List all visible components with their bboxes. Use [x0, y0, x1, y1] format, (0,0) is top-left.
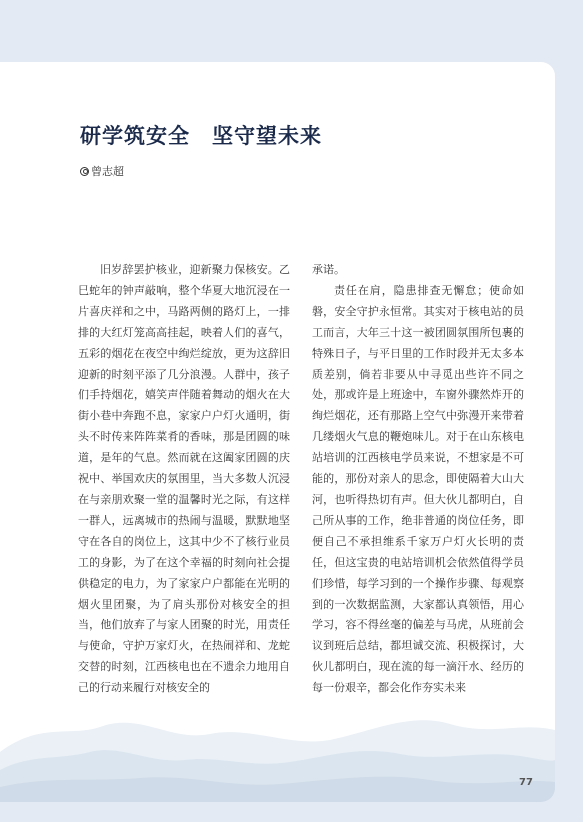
body-paragraph: 旧岁辞罢护核业，迎新聚力保核安。乙巳蛇年的钟声敲响，整个华夏大地沉浸在一片喜庆祥和之中，马路两侧的路灯上，一排排的大红灯笼高高挂起，映着人们的喜气，五彩的烟花在夜空中绚烂绽放，更为这辞旧迎新的时刻平添了几分浪漫。人群中，孩子们手持烟花，嬉笑声伴随着舞动的烟火在大街小巷中奔跑不息，家家户户灯火通明，街头不时传来阵阵菜肴的香味，那是团圆的味道，是年的气息。然而就在这阖家团圆的庆祝中、举国欢庆的氛围里，当大多数人沉浸在与亲朋欢聚一堂的温馨时光之际，有这样一群人，远离城市的热闹与温暖，默默地坚守在各自的岗位上，这其中少不了核行业员工的身影，为了在这个幸福的时刻向社会提供稳定的电力，为了家家户户都能在光明的烟火里团聚，为了肩头那份对核安全的担当，他们放弃了与家人团聚的时光，用责任与使命，守护万家灯火，在热闹祥和、龙蛇交替的时刻，江西核电也在不遗余力地用自己的行动来履行对核安全的 — [78, 263, 290, 695]
article-title: 研学筑安全 坚守望未来 — [80, 124, 322, 148]
author-line — [80, 163, 124, 179]
author-bullet-icon — [80, 167, 89, 176]
body-paragraph-continuation: 承诺。 — [312, 263, 345, 276]
body-paragraph: 责任在肩，隐患排查无懈怠；使命如磐，安全守护永恒常。其实对于核电站的员工而言，大年三十这一被团圆氛围所包裹的特殊日子，与平日里的工作时段并无太多本质差别，倘若非要从中寻觅出些许不同之处，那或许是上班途中，车窗外骤然炸开的绚烂烟花，还有那路上空气中弥漫开来带着几缕烟火气息的鞭炮味儿。对于在山东核电站培训的江西核电学员来说，不想家是不可能的，那份对亲人的思念，即使隔着大山大河，也听得热切有声。但大伙儿都明白，自己所从事的工作，绝非普通的岗位任务，即便自己不承担维系千家万户灯火长明的责任，但这宝贵的电站培训机会依然值得学员们珍惜，每学习到的一个操作步骤、每观察到的一次数据监测，大家都认真领悟，用心学习，容不得丝毫的偏差与马虎，从班前会议到班后总结，都坦诚交流、积极探讨，大伙儿都明白，现在流的每一滴汗水、经历的每一份艰辛，都会化作夯实未来 — [312, 283, 524, 695]
body-column-left — [78, 260, 290, 699]
author-name: 曾志超 — [91, 165, 124, 178]
page-number: 77 — [519, 777, 533, 788]
body-column-right — [312, 260, 524, 699]
